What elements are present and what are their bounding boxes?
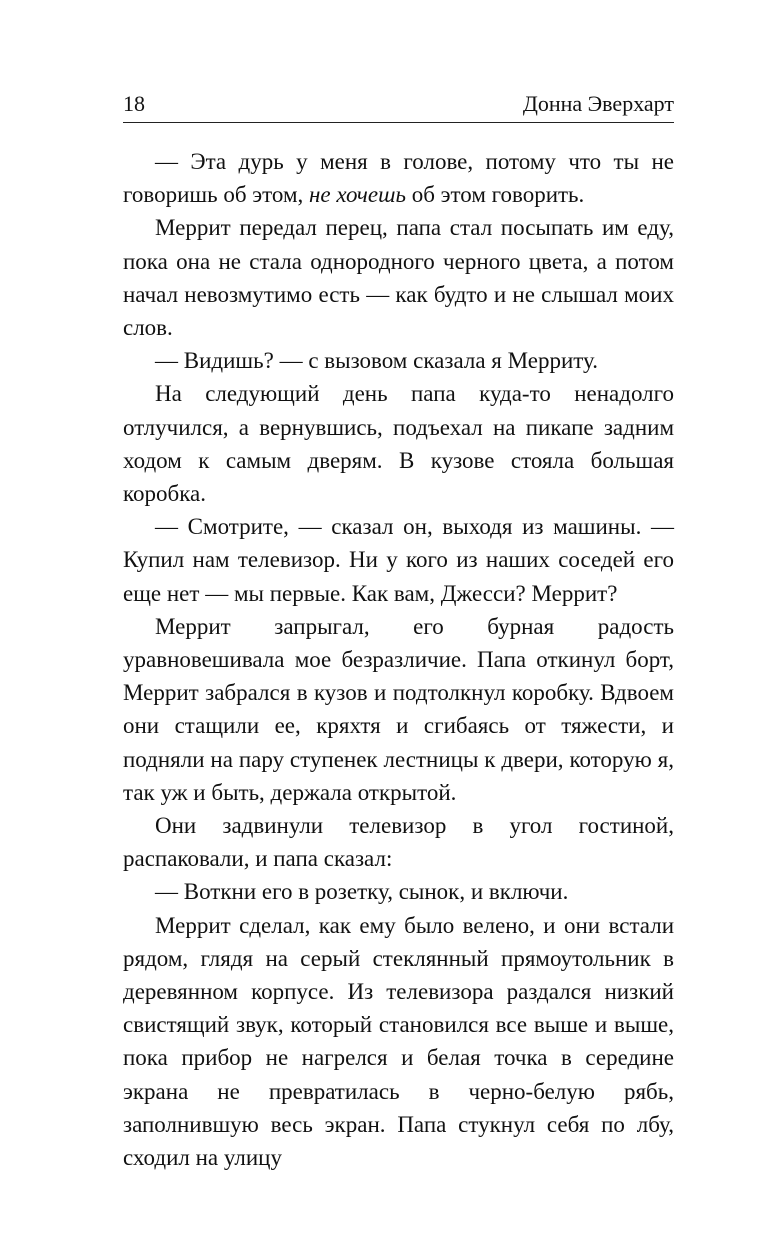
book-page [123, 88, 674, 1174]
paragraph-3: — Видишь? — с вызовом сказала я Мерриту. [155, 348, 598, 374]
paragraph-6: Меррит запрыгал, его бурная радость уравновешивала мое безразличие. Папа откинул борт, Меррит забрался в кузов и подтолкнул коробку. Вдвоем они стащили ее, кряхтя и сгибаясь от тяжести, и подняли на пару ступенек лестницы к двери, которую я, так уж и быть, держала открытой. [123, 613, 674, 805]
paragraph-9: Меррит сделал, как ему было велено, и они встали рядом, глядя на серый стеклянный прямоутольник в деревянном корпусе. Из телевизора раздался низкий свистящий звук, который становился все выше и выше, пока прибор не нагрелся и белая точка в середине экрана не превратилась в черно-белую рябь, заполнившую весь экран. Папа стукнул себя по лбу, сходил на улицу [123, 912, 674, 1171]
paragraph-5: — Смотрите, — сказал он, выходя из машины. — Купил нам телевизор. Ни у кого из наших соседей его еще нет — мы первые. Как вам, Джесси? Меррит? [123, 514, 674, 606]
text-body [123, 145, 674, 1174]
paragraph-1-start: — Эта дурь у меня в голове, потому что ты не говоришь об этом, [123, 149, 674, 208]
paragraph-8: — Воткни его в розетку, сынок, и включи. [155, 879, 569, 905]
running-head-author: Донна Эверхарт [522, 91, 674, 116]
paragraph-4: На следующий день папа куда-то ненадолго отлучился, а вернувшись, подъехал на пикапе задним ходом к самым дверям. В кузове стояла большая коробка. [123, 381, 674, 507]
paragraph-1-end: об этом говорить. [405, 182, 585, 208]
paragraph-1-emphasis: не хочешь [309, 182, 406, 208]
paragraph-7: Они задвинули телевизор в угол гостиной, распаковали, и папа сказал: [123, 813, 674, 872]
paragraph-2: Меррит передал перец, папа стал посыпать им еду, пока она не стала однородного черного цвета, а потом начал невозмутимо есть — как будто и не слышал моих слов. [123, 215, 674, 341]
paragraph-1 [123, 145, 674, 211]
page-number: 18 [123, 91, 145, 116]
running-header [123, 88, 674, 123]
